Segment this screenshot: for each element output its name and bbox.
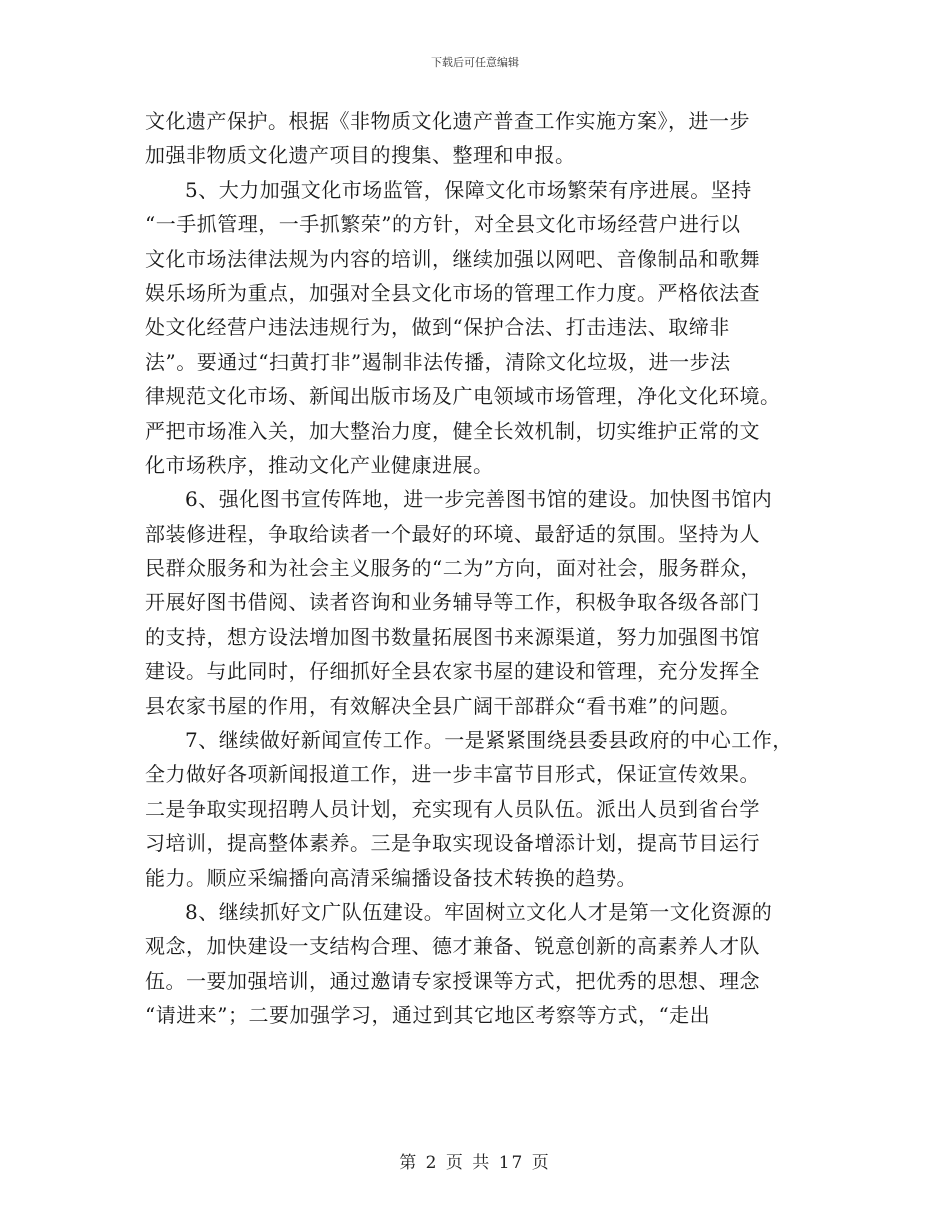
paragraph-start-line: 6、强化图书宣传阵地，进一步完善图书馆的建设。加快图书馆内 (185, 487, 773, 512)
body-line: 开展好图书借阅、读者咨询和业务辅导等工作，积极争取各级各部门 (145, 590, 760, 615)
body-line: 处文化经营户违法违规行为，做到“保护合法、打击违法、取缔非 (145, 315, 730, 340)
body-line: 二是争取实现招聘人员计划，充实现有人员队伍。派出人员到省台学 (145, 796, 760, 821)
body-line: 法”。要通过“扫黄打非”遏制非法传播，清除文化垃圾，进一步法 (145, 349, 731, 374)
page-header-note: 下载后可任意编辑 (431, 56, 519, 69)
body-line: 严把市场准入关，加大整治力度，健全长效机制，切实维护正常的文 (145, 418, 760, 443)
body-line: 律规范文化市场、新闻出版市场及广电领域市场管理，净化文化环境。 (145, 384, 781, 409)
body-line: 民群众服务和为社会主义服务的“二为”方向，面对社会，服务群众， (145, 556, 761, 581)
body-line: 伍。一要加强培训，通过邀请专家授课等方式，把优秀的思想、理念 (145, 968, 760, 993)
body-line: 习培训，提高整体素养。三是争取实现设备增添计划，提高节目运行 (145, 831, 760, 856)
body-line: 的支持，想方设法增加图书数量拓展图书来源渠道，努力加强图书馆 (145, 624, 760, 649)
body-line: 建设。与此同时，仔细抓好全县农家书屋的建设和管理，充分发挥全 (145, 659, 760, 684)
paragraph-start-line: 8、继续抓好文广队伍建设。牢固树立文化人才是第一文化资源的 (185, 899, 773, 924)
body-line: 娱乐场所为重点，加强对全县文化市场的管理工作力度。严格依法查 (145, 280, 760, 305)
body-line: 部装修进程，争取给读者一个最好的环境、最舒适的氛围。坚持为人 (145, 521, 760, 546)
body-line: 文化市场法律法规为内容的培训，继续加强以网吧、音像制品和歌舞 (145, 246, 760, 271)
document-body (145, 104, 825, 1033)
body-line: 加强非物质文化遗产项目的搜集、整理和申报。 (145, 143, 576, 168)
body-line: 县农家书屋的作用，有效解决全县广阔干部群众“看书难”的问题。 (145, 693, 741, 718)
body-line: 能力。顺应采编播向高清采编播设备技术转换的趋势。 (145, 865, 637, 890)
body-line: “一手抓管理，一手抓繁荣”的方针，对全县文化市场经营户进行以 (145, 212, 741, 237)
body-line: “请进来”；二要加强学习，通过到其它地区考察等方式，“走出 (145, 1003, 711, 1028)
page-number: 第 2 页 共 17 页 (399, 1153, 551, 1173)
body-line: 化市场秩序，推动文化产业健康进展。 (145, 452, 494, 477)
body-line: 全力做好各项新闻报道工作，进一步丰富节目形式，保证宣传效果。 (145, 762, 760, 787)
body-line: 文化遗产保护。根据《非物质文化遗产普查工作实施方案》，进一步 (145, 109, 750, 133)
paragraph-start-line: 5、大力加强文化市场监管，保障文化市场繁荣有序进展。坚持 (185, 177, 752, 202)
paragraph-start-line: 7、继续做好新闻宣传工作。一是紧紧围绕县委县政府的中心工作， (185, 728, 793, 753)
body-line: 观念，加快建设一支结构合理、德才兼备、锐意创新的高素养人才队 (145, 934, 760, 959)
